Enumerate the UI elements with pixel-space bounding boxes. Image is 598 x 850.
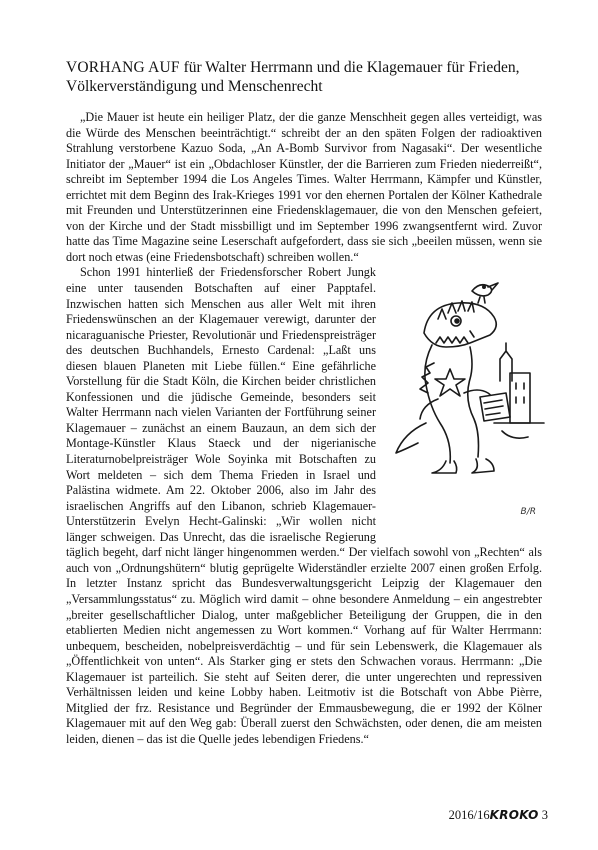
article-title [66, 58, 546, 96]
illustration [384, 273, 546, 531]
title-caps: VORHANG AUF [66, 59, 180, 76]
article-body [66, 110, 542, 747]
page-footer [449, 808, 548, 823]
issue-label: 2016/16 [448, 808, 490, 822]
page-number: 3 [541, 808, 548, 822]
magazine-brand: KROKO [489, 808, 539, 822]
title-rest: für Walter Herrmann und die Klagemauer für Frieden, Völkerverständigung und Menschenrecht [66, 59, 520, 95]
illustration-signature: B/R [520, 507, 536, 518]
dinosaur-drawing-icon [384, 273, 546, 503]
paragraph-1: „Die Mauer ist heute ein heiliger Platz, der die ganze Menschheit gegen alles verteidigt, was die Würde des Menschen beeinträchtigt.“ schreibt der an den späten Folgen der radioaktiven Strahlung verstorbene Kazuo Soda, „An A-Bomb Survivor from Nagasaki“. Der wesentliche Initiator der „Mauer“ ist ein „Obdachloser Künstler, der die Barrieren zum Frieden niederreißt“, schreibt im September 1994 die Los Angeles Times. Walter Herrmann, Kämpfer und Künstler, errichtet mit dem Beginn des Irak-Krieges 1991 vor den ehernen Portalen der Kölner Kathedrale mit Freunden und Unterstützerinnen eine Friedensklagemauer, die von den Menschen gefeiert, von der Kirche und der Stadt missbilligt und im September 1996 zwangsentfernt wird. Zuvor hatte das Time Magazine seine Leserschaft aufgefordert, dass sie sich „beeilen müssen, wenn sie dort noch etwas (eine Friedensbotschaft) schreiben wollen.“ [66, 110, 542, 264]
paragraph-2: Schon 1991 hinterließ der Friedensforscher Robert Jungk eine unter tausenden Botschaften auf einer Papptafel. Inzwischen hatten sich Menschen aus aller Welt mit ihren Friedenswünschen an der Klagemauer verewigt, darunter der nicaraguanische Priester, Revolutionär und Friedenspreisträger des deutschen Buchhandels, Ernesto Cardenal: „Laßt uns diesen blauen Planeten mit Liebe füllen.“ Eine gefährliche Vorstellung für die Stadt Köln, die Kirchen beider christlichen Konfessionen und die jüdische Gemeinde, besonders seit Walter Herrmann nach vielen Varianten der Fortführung seiner Klagemauer – zunächst an einem Bauzaun, an dem sich der Montage-Künstler Klaus Staeck und der nigerianische Literaturnobelpreisträger Wole Soyinka mit Botschaften zu Wort meldeten – sich dem Thema Frieden in Israel und Palästina widmete. Am 22. Oktober 2006, also im Jahr des israelischen Angriffs auf den Libanon, schrieb Klagemauer-Unterstützerin Evelyn Hecht-Galinski: „Wir wollen nicht länger schweigen. Das Unrecht, das die israelische Regierung täglich begeht, darf nicht länger hingenommen werden.“ Der vielfach sowohl von „Rechten“ als auch von „Ordnungshütern“ blutig geprügelte Widerständler erzielte 2007 einen großen Erfolg. In letzter Instanz spricht das Bundesverwaltungsgericht Leipzig der Klagemauer den „Versammlungsstatus“ zu. Möglich wird damit – ohne besondere Anmeldung – ein angestrebter „breiter gesellschaftlicher Dialog, unter maßgeblicher Beteiligung der Gruppen, die in den etablierten Medien nicht angemessen zu Wort kommen.“ Vorhang auf für Walter Herrmann: unbequem, bescheiden, nobelpreisverdächtig – und für sein Lebenswerk, die Klagemauer als „Öffentlichkeit von unten“. Als Starker ging er stets den Schwachen voraus. Herrmann: „Die Klagemauer ist parteilich. Sie steht auf Seiten derer, die unter ungerechten und repressiven Verhältnissen leiden und keine Lobby haben. Leitmotiv ist die Botschaft von Abbe Pièrre, Mitglied der frz. Resistance und Begründer der Emmausbewegung, die er 1992 der Kölner Klagemauer mit auf den Weg gab: Überall zuerst den Schwächsten, oder denen, die am meisten leiden, dienen – das ist die Quelle jedes lebendigen Friedens.“ [66, 265, 542, 746]
